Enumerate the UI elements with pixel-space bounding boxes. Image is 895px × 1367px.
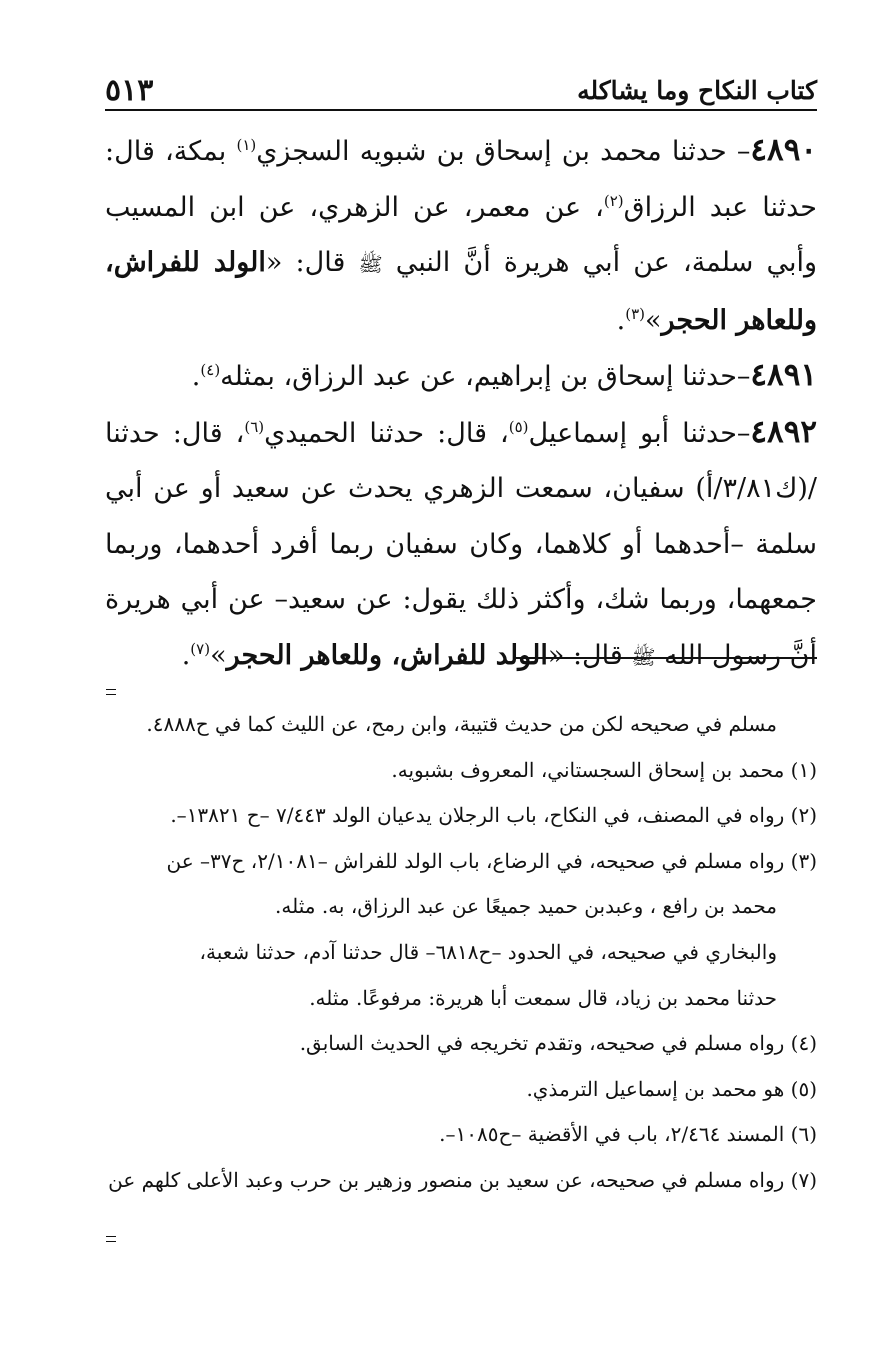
footnote-3-line: محمد بن رافع ، وعبدبن حميد جميعًا عن عبد الرزاق، به. مثله.: [275, 894, 777, 919]
continuation-mark: [106, 689, 116, 695]
footnote-ref: (٤): [200, 361, 221, 379]
footnote-ref: (١): [236, 136, 257, 154]
hadith-4891: ٤٨٩١–حدثنا إسحاق بن إبراهيم، عن عبد الرزاق، بمثله$^{(٤)}$.: [191, 357, 817, 393]
book-title: كتاب النكاح وما يشاكله: [577, 75, 817, 105]
footnote-3-line: حدثنا محمد بن زياد، قال سمعت أبا هريرة: مرفوعًا. مثله.: [309, 985, 777, 1010]
footnote-separator: [515, 657, 817, 659]
footnote-ref: (٧): [190, 639, 211, 658]
page-header: [105, 70, 817, 110]
footnote-6: (٦) المسند ٢/٤٦٤، باب في الأقضية –ح١٠٨٥–.: [439, 1122, 817, 1147]
footnote-continuation: مسلم في صحيحه لكن من حديث قتيبة، وابن رمح، عن الليث كما في ح٤٨٨٨.: [146, 712, 777, 736]
hadith-4892: ٤٨٩٢–حدثنا أبو إسماعيل$^{(٥)}$، قال: حدثنا الحميدي$^{(٦)}$، قال: حدثنا /(ك٣/٨١/أ) سفيان، سمعت الزهري يحدث عن سعيد أو عن أبي سلمة –أحدهما أو كلاهما، وكان سفيان ربما أفرد أحدهما، وربما جمعهما، وربما شك، وأكثر ذلك يقول: عن سعيد– عن أبي هريرة أنَّ رسول الله ﷺ قال: «الولد للفراش، وللعاهر الحجر»$^{(٧)}$.: [105, 413, 818, 671]
footnote-7: (٧) رواه مسلم في صحيحه، عن سعيد بن منصور وزهير بن حرب وعبد الأعلى كلهم عن: [108, 1167, 817, 1192]
footnote-5: (٥) هو محمد بن إسماعيل الترمذي.: [526, 1076, 817, 1101]
footnote-ref: (٦): [244, 417, 265, 436]
footnote-4: (٤) رواه مسلم في صحيحه، وتقدم تخريجه في الحديث السابق.: [299, 1031, 817, 1056]
main-text: [105, 123, 817, 685]
footnote-1: (١) محمد بن إسحاق السجستاني، المعروف بشبويه.: [391, 757, 817, 782]
hadith-number: ٤٨٩٠: [750, 132, 817, 168]
footnote-ref: (٢): [603, 191, 624, 210]
footnote-2: (٢) رواه في المصنف، في النكاح، باب الرجلان يدعيان الولد ٧/٤٤٣ –ح ١٣٨٢١–.: [170, 803, 817, 828]
footnote-ref: (٣): [625, 304, 645, 323]
hadith-number: ٤٨٩١: [750, 357, 817, 393]
footnotes: [105, 702, 817, 1204]
salawat-symbol: ﷺ: [358, 252, 383, 276]
footnote-ref: (٥): [508, 417, 529, 436]
salawat-symbol: ﷺ: [631, 644, 656, 669]
page-number: ٥١٣: [105, 72, 154, 108]
footnote-3: (٣) رواه مسلم في صحيحه، في الرضاع، باب الولد للفراش –٢/١٠٨١، ح٣٧– عن: [166, 848, 817, 873]
prophetic-saying: الولد للفراش، وللعاهر الحجر: [105, 247, 817, 336]
header-rule: [105, 109, 817, 111]
continuation-mark: [106, 1236, 116, 1242]
footnote-3-line: والبخاري في صحيحه، في الحدود –ح٦٨١٨– قال حدثنا آدم، حدثنا شعبة،: [199, 939, 777, 964]
hadith-4890: ٤٨٩٠– حدثنا محمد بن إسحاق بن شبويه السجزي$^{(١)}$ بمكة، قال: حدثنا عبد الرزاق$^{(٢)}$، عن معمر، عن الزهري، عن ابن المسيب وأبي سلمة، عن أبي هريرة أنَّ النبي ﷺ قال: «الولد للفراش، وللعاهر الحجر»$^{(٣)}$.: [105, 132, 818, 336]
hadith-number: ٤٨٩٢: [750, 413, 818, 450]
prophetic-saying: الولد للفراش، وللعاهر الحجر: [226, 639, 548, 671]
